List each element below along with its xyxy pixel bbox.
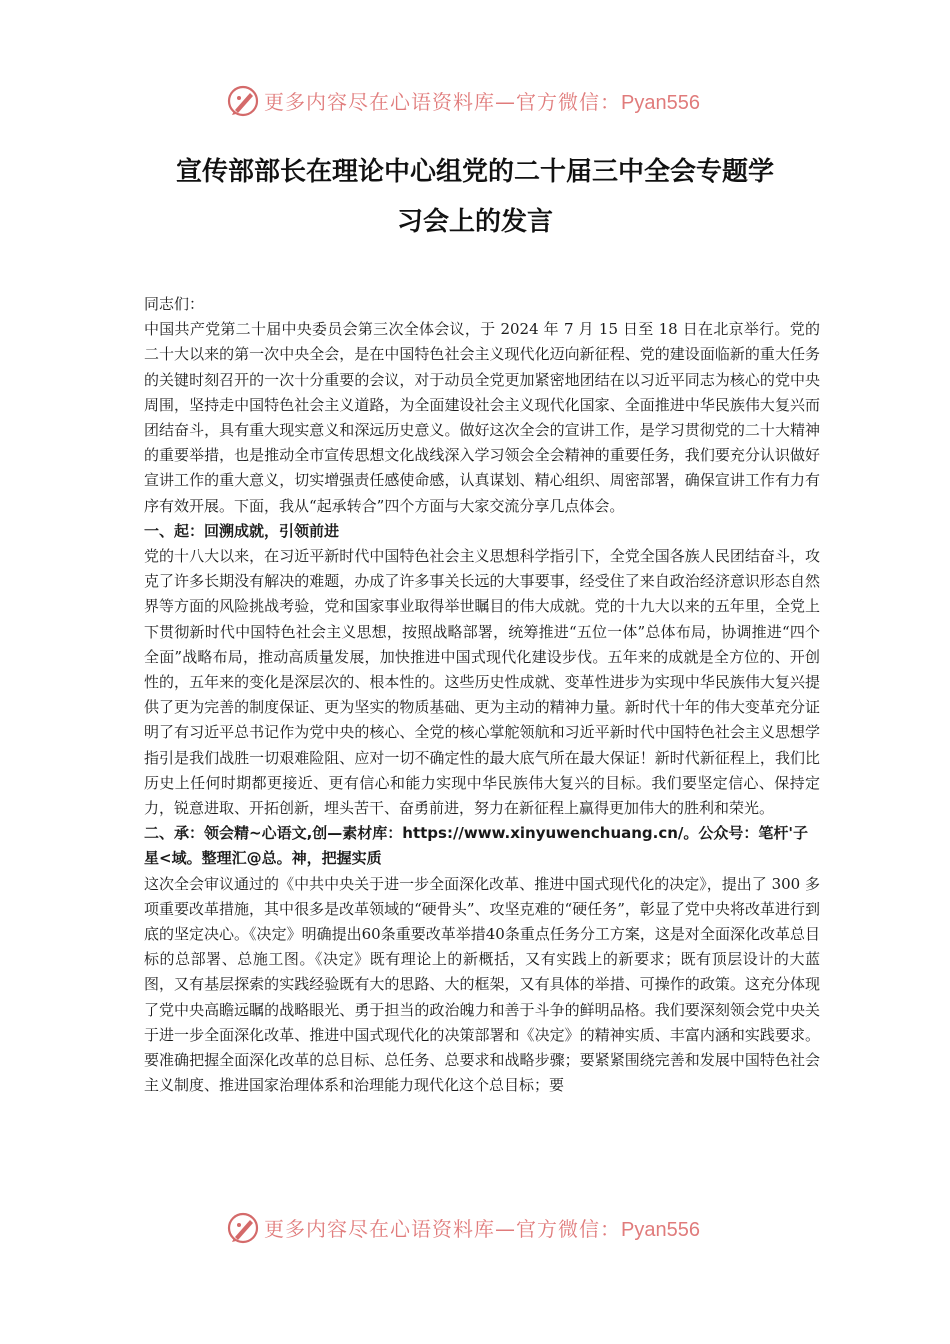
- banner-text: [264, 1217, 700, 1242]
- intro-paragraph: 中国共产党第二十届中央委员会第三次全体会议，于 2024 年 7 月 15 日至 18 日在北京举行。党的二十大以来的第一次中央全会，是在中国特色社会主义现代化迈向新征程、党的建设面临新的重大任务的关键时刻召开的一次十分重要的会议，对于动员全党更加紧密地团结在以习近平同志为核心的党中央周围，坚持走中国特色社会主义道路，为全面建设社会主义现代化国家、全面推进中华民族伟大复兴而团结奋斗，具有重大现实意义和深远历史意义。做好这次全会的宣讲工作，是学习贯彻党的二十大精神的重要举措，也是推动全市宣传思想文化战线深入学习领会全会精神的重要任务，我们要充分认识做好宣讲工作的重大意义，切实增强责任感使命感，认真谋划、精心组织、周密部署，确保宣讲工作有力有序有效开展。下面，我从“起承转合”四个方面与大家交流分享几点体会。: [144, 320, 820, 515]
- document-title-line-1: 宣传部部长在理论中心组党的二十届三中全会专题学: [175, 157, 774, 187]
- pen-logo-icon: [226, 84, 260, 118]
- section-2-paragraph: 这次全会审议通过的《中共中央关于进一步全面深化改革、推进中国式现代化的决定》，提出了 300 多项重要改革措施，其中很多是改革领域的“硬骨头”、攻坚克难的“硬任务”，彰显了党中央将改革进行到底的坚定决心。《决定》明确提出60条重要改革举措40条重点任务分工方案，这是对全面深化改革总目标的总部署、总施工图。《决定》既有理论上的新概括，又有实践上的新要求；既有顶层设计的大蓝图，又有基层探索的实践经验既有大的思路、大的框架，又有具体的举措、可操作的政策。这充分体现了党中央高瞻远瞩的战略眼光、勇于担当的政治魄力和善于斗争的鲜明品格。我们要深刻领会党中央关于进一步全面深化改革、推进中国式现代化的决策部署和《决定》的精神实质、丰富内涵和实践要求。要准确把握全面深化改革的总目标、总任务、总要求和战略步骤；要紧紧围绕完善和发展中国特色社会主义制度、推进国家治理体系和治理能力现代化这个总目标；要: [144, 874, 820, 1095]
- banner-wechat-id: Pyan556: [621, 1219, 700, 1241]
- banner-wechat-id: Pyan556: [621, 92, 700, 114]
- greeting: 同志们：: [144, 295, 205, 313]
- banner-prefix: 更多内容尽在心语资料库—官方微信：: [264, 1217, 621, 1241]
- pen-logo-icon: [226, 1211, 260, 1245]
- footer-banner: [0, 1209, 950, 1249]
- section-heading-2: 二、承：领会精~心语文,创—素材库：https://www.xinyuwenchuang.cn/。公众号：笔杆'子星<域。整理汇@总。神，把握实质: [144, 824, 809, 868]
- section-heading-1: 一、起：回溯成就，引领前进: [144, 521, 340, 540]
- document-body: [144, 292, 820, 1099]
- section-1-paragraph: 党的十八大以来，在习近平新时代中国特色社会主义思想科学指引下，全党全国各族人民团结奋斗，攻克了许多长期没有解决的难题，办成了许多事关长远的大事要事，经受住了来自政治经济意识形态自然界等方面的风险挑战考验，党和国家事业取得举世瞩目的伟大成就。党的十九大以来的五年里，全党上下贯彻新时代中国特色社会主义思想，按照战略部署，统筹推进“五位一体”总体布局，协调推进“四个全面”战略布局，推动高质量发展，加快推进中国式现代化建设步伐。五年来的成就是全方位的、开创性的，五年来的变化是深层次的、根本性的。这些历史性成就、变革性进步为实现中华民族伟大复兴提供了更为完善的制度保证、更为坚实的物质基础、更为主动的精神力量。新时代十年的伟大变革充分证明了有习近平总书记作为党中央的核心、全党的核心掌舵领航和习近平新时代中国特色社会主义思想学指引是我们战胜一切艰难险阻、应对一切不确定性的最大底气所在最大保证！新时代新征程上，我们比历史上任何时期都更接近、更有信心和能力实现中华民族伟大复兴的目标。我们要坚定信心、保持定力，锐意进取、开拓创新，埋头苦干、奋勇前进，努力在新征程上赢得更加伟大的胜利和荣光。: [144, 547, 820, 818]
- banner-text: [264, 90, 700, 115]
- banner-prefix: 更多内容尽在心语资料库—官方微信：: [264, 90, 621, 114]
- header-banner: [0, 82, 950, 122]
- document-title-line-2: 习会上的发言: [396, 207, 553, 237]
